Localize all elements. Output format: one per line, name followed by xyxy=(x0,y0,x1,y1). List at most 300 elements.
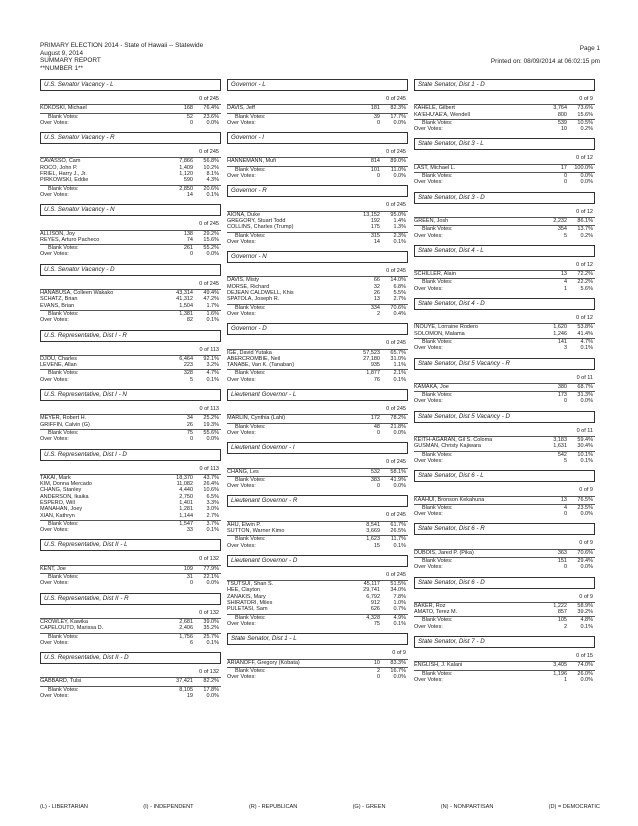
candidate-row-percent: 82.2% xyxy=(203,678,219,685)
candidate-row-label: SHIRATORI, Miles xyxy=(227,600,273,607)
candidate-row-label: EVANS, Brian xyxy=(40,302,75,309)
legend-independent: (I) - INDEPENDENT xyxy=(143,804,194,810)
over-votes-row-percent: 0.1% xyxy=(393,542,406,549)
over-votes-row-percent: 0.0% xyxy=(393,483,406,490)
over-votes-row xyxy=(40,377,221,383)
over-votes-row-label: Over Votes: xyxy=(40,119,69,126)
blank-votes-row-votes: 101 xyxy=(370,166,380,173)
candidate-row-label: DAVIS, Jeff xyxy=(227,105,255,112)
race-title: State Senator, Dist 4 - L xyxy=(414,245,595,257)
race-block xyxy=(40,389,221,442)
candidate-row-percent: 68.7% xyxy=(577,383,593,390)
candidate-row-votes: 32 xyxy=(373,283,380,290)
candidate-row-votes: 172 xyxy=(370,415,380,422)
candidate-row-votes: 2,406 xyxy=(179,625,193,632)
precincts-reporting: 0 of 9 xyxy=(392,650,406,657)
candidate-row-votes: 13 xyxy=(373,296,380,303)
over-votes-row xyxy=(414,398,595,404)
blank-votes-row-votes: 1,381 xyxy=(179,310,193,317)
over-votes-row-votes: 3 xyxy=(563,345,567,352)
over-votes-row-votes: 5 xyxy=(189,376,193,383)
candidate-list xyxy=(414,436,595,450)
blank-votes-row-label: Blank Votes: xyxy=(422,451,453,458)
results-column-2 xyxy=(227,79,408,686)
blank-votes-row-label: Blank Votes: xyxy=(422,557,453,564)
candidate-row-label: ALLISON, Joy xyxy=(40,230,75,237)
candidate-row-percent: 70.6% xyxy=(577,549,593,556)
over-votes-row xyxy=(227,543,408,549)
over-votes-row xyxy=(40,436,221,442)
blank-votes-row xyxy=(40,520,221,527)
over-votes-row-label: Over Votes: xyxy=(414,676,443,683)
candidate-list xyxy=(227,468,408,475)
candidate-row-votes: 57,523 xyxy=(363,349,380,356)
legend-nonpartisan: (N) - NONPARTISAN xyxy=(440,804,494,810)
blank-votes-row-label: Blank Votes: xyxy=(48,245,79,252)
precincts-reporting: 0 of 11 xyxy=(576,427,593,434)
report-header-right xyxy=(491,42,600,68)
over-votes-row-label: Over Votes: xyxy=(227,483,256,490)
over-votes-row-percent: 0.2% xyxy=(580,126,593,133)
over-votes-row-percent: 0.0% xyxy=(393,674,406,681)
candidate-row-label: MANAHAN, Joey xyxy=(40,506,83,513)
over-votes-row-label: Over Votes: xyxy=(40,191,69,198)
candidate-row-votes: 43,314 xyxy=(176,290,193,297)
candidate-row-label: COLLINS, Charles (Trump) xyxy=(227,224,294,231)
blank-votes-row-label: Blank Votes: xyxy=(422,279,453,286)
candidate-row-votes: 74 xyxy=(186,236,193,243)
precincts-reporting: 0 of 15 xyxy=(576,653,593,660)
over-votes-row-votes: 19 xyxy=(186,693,193,700)
candidate-row-label: MARLIN, Cynthia (Lahi) xyxy=(227,415,286,422)
candidate-row-label: ANDERSON, Ikaika xyxy=(40,493,89,500)
blank-votes-row-label: Blank Votes: xyxy=(48,574,79,581)
candidate-row-percent: 39.2% xyxy=(577,609,593,616)
candidate-row-percent: 30.4% xyxy=(577,443,593,450)
over-votes-row-percent: 0.1% xyxy=(393,238,406,245)
over-votes-row xyxy=(414,345,595,351)
candidate-row xyxy=(414,271,595,277)
candidate-row-votes: 1,620 xyxy=(553,324,567,331)
blank-votes-row-percent: 4.7% xyxy=(580,338,593,345)
blank-votes-row-percent: 25.7% xyxy=(203,633,219,640)
over-votes-row-percent: 0.1% xyxy=(206,527,219,534)
blank-votes-row-percent: 41.9% xyxy=(390,476,406,483)
race-title: State Senator, Dist 5 Vacancy - R xyxy=(414,358,595,370)
candidate-row-percent: 1.7% xyxy=(206,302,219,309)
candidate-row xyxy=(40,177,221,183)
candidate-row-percent: 25.2% xyxy=(203,415,219,422)
candidate-row-votes: 6,792 xyxy=(366,593,380,600)
blank-votes-row-percent: 0.0% xyxy=(580,173,593,180)
candidate-row-percent: 1.3% xyxy=(393,224,406,231)
over-votes-row xyxy=(40,527,221,533)
race-title: Lieutenant Governor - R xyxy=(227,495,408,507)
blank-votes-row-votes: 31 xyxy=(186,574,193,581)
over-votes-row xyxy=(414,286,595,292)
candidate-row-votes: 109 xyxy=(183,565,193,572)
over-votes-row-label: Over Votes: xyxy=(40,317,69,324)
candidate-row-votes: 13,152 xyxy=(363,211,380,218)
over-votes-row xyxy=(227,377,408,383)
over-votes-row-percent: 0.1% xyxy=(206,376,219,383)
legend-democratic: (D) = DEMOCRATIC xyxy=(548,804,600,810)
over-votes-row-percent: 0.0% xyxy=(580,398,593,405)
race-block xyxy=(414,138,595,185)
candidate-row-votes: 1,222 xyxy=(553,602,567,609)
report-type: SUMMARY REPORT xyxy=(40,57,101,65)
race-title: U.S. Representative, Dist I - N xyxy=(40,389,221,401)
candidate-row xyxy=(40,513,221,519)
candidate-row-label: GABBARD, Tulsi xyxy=(40,678,82,685)
over-votes-row-votes: 5 xyxy=(563,457,567,464)
candidate-row xyxy=(40,303,221,309)
candidate-row-votes: 857 xyxy=(557,609,567,616)
race-block xyxy=(414,298,595,351)
over-votes-row-label: Over Votes: xyxy=(414,126,443,133)
blank-votes-row-votes: 383 xyxy=(370,476,380,483)
candidate-row-votes: 8,541 xyxy=(366,521,380,528)
race-title: U.S. Senator Vacancy - N xyxy=(40,204,221,216)
candidate-row-label: CROWLEY, Kawika xyxy=(40,618,88,625)
over-votes-row xyxy=(227,483,408,489)
blank-votes-row-percent: 26.0% xyxy=(577,670,593,677)
candidate-row-votes: 11,082 xyxy=(176,481,193,488)
precincts-reporting: 0 of 113 xyxy=(199,406,219,413)
over-votes-row-label: Over Votes: xyxy=(227,674,256,681)
over-votes-row xyxy=(40,251,221,257)
candidate-row-percent: 39.0% xyxy=(203,618,219,625)
precincts-reporting: 0 of 245 xyxy=(386,512,406,519)
candidate-row xyxy=(40,237,221,243)
blank-votes-row-votes: 0 xyxy=(563,173,567,180)
over-votes-row-votes: 14 xyxy=(186,191,193,198)
over-votes-row-percent: 5.6% xyxy=(580,285,593,292)
candidate-list xyxy=(40,618,221,632)
candidate-row-votes: 3,405 xyxy=(553,662,567,669)
candidate-list xyxy=(414,323,595,337)
candidate-row-label: HEE, Clayton xyxy=(227,587,261,594)
candidate-row-votes: 17 xyxy=(560,164,567,171)
candidate-row-votes: 13 xyxy=(560,496,567,503)
candidate-row-votes: 192 xyxy=(370,217,380,224)
over-votes-row-votes: 14 xyxy=(373,238,380,245)
candidate-row-votes: 1,144 xyxy=(179,512,193,519)
blank-votes-row-percent: 11.7% xyxy=(390,536,406,543)
candidate-row xyxy=(414,218,595,224)
candidate-row-label: LAST, Michael L. xyxy=(414,164,456,171)
candidate-row-percent: 58.1% xyxy=(390,468,406,475)
candidate-row-label: GRIFFIN, Calvin (G) xyxy=(40,421,90,428)
precincts-reporting: 0 of 245 xyxy=(199,221,219,228)
candidate-row-label: CHANG, Les xyxy=(227,468,259,475)
blank-votes-row-percent: 3.7% xyxy=(206,520,219,527)
precincts-reporting: 0 of 132 xyxy=(199,669,219,676)
candidate-row-percent: 3.2% xyxy=(206,362,219,369)
candidate-row xyxy=(414,662,595,668)
blank-votes-row-votes: 328 xyxy=(183,370,193,377)
over-votes-row-votes: 0 xyxy=(376,429,380,436)
candidate-row xyxy=(414,165,595,171)
over-votes-row xyxy=(227,239,408,245)
candidate-row xyxy=(227,296,408,302)
blank-votes-row xyxy=(414,225,595,232)
over-votes-row-votes: 33 xyxy=(186,527,193,534)
blank-votes-row-label: Blank Votes: xyxy=(235,667,266,674)
precincts-reporting: 0 of 113 xyxy=(199,346,219,353)
over-votes-row xyxy=(414,179,595,185)
candidate-row-label: SOLOMON, Malama xyxy=(414,330,465,337)
candidate-row-label: AMATO, Terez M. xyxy=(414,609,458,616)
candidate-row-percent: 43.7% xyxy=(203,474,219,481)
over-votes-row xyxy=(414,126,595,132)
over-votes-row-label: Over Votes: xyxy=(414,564,443,571)
race-title: U.S. Representative, Dist I - D xyxy=(40,449,221,461)
blank-votes-row-votes: 52 xyxy=(186,113,193,120)
blank-votes-row-votes: 1,623 xyxy=(366,536,380,543)
candidate-row-percent: 76.5% xyxy=(577,496,593,503)
over-votes-row xyxy=(414,511,595,517)
candidate-row-label: SCHILLER, Alain xyxy=(414,271,456,278)
candidate-row-percent: 1.0% xyxy=(393,600,406,607)
blank-votes-row xyxy=(40,369,221,376)
race-title: State Senator, Dist 1 - L xyxy=(227,633,408,645)
race-block xyxy=(227,185,408,245)
race-block xyxy=(227,389,408,436)
candidate-row xyxy=(227,469,408,475)
candidate-row-votes: 6,464 xyxy=(179,355,193,362)
candidate-row xyxy=(227,606,408,612)
over-votes-row-votes: 76 xyxy=(373,376,380,383)
candidate-row-votes: 1,120 xyxy=(179,171,193,178)
over-votes-row-percent: 0.1% xyxy=(393,620,406,627)
precincts-reporting: 0 of 12 xyxy=(576,261,593,268)
blank-votes-row-percent: 23.6% xyxy=(203,113,219,120)
over-votes-row-label: Over Votes: xyxy=(414,179,443,186)
precincts-reporting: 0 of 12 xyxy=(576,315,593,322)
precincts-reporting: 0 of 113 xyxy=(199,465,219,472)
blank-votes-row xyxy=(40,185,221,192)
candidate-row-votes: 1,246 xyxy=(553,330,567,337)
candidate-row-label: BAKER, Roz xyxy=(414,602,446,609)
blank-votes-row xyxy=(40,686,221,693)
race-title: U.S. Senator Vacancy - R xyxy=(40,132,221,144)
over-votes-row-percent: 0.1% xyxy=(206,317,219,324)
race-title: State Senator, Dist 3 - D xyxy=(414,192,595,204)
candidate-row-percent: 53.8% xyxy=(577,324,593,331)
blank-votes-row-votes: 334 xyxy=(370,304,380,311)
over-votes-row-label: Over Votes: xyxy=(40,376,69,383)
blank-votes-row xyxy=(40,244,221,251)
over-votes-row-votes: 75 xyxy=(373,620,380,627)
candidate-row-label: ZANAKIS, Mary xyxy=(227,593,266,600)
race-title: U.S. Senator Vacancy - L xyxy=(40,79,221,91)
candidate-row-votes: 18,370 xyxy=(176,474,193,481)
race-block xyxy=(414,523,595,570)
race-block xyxy=(227,323,408,383)
blank-votes-row-percent: 17.8% xyxy=(203,686,219,693)
over-votes-row xyxy=(227,430,408,436)
candidate-row-votes: 37,421 xyxy=(176,678,193,685)
over-votes-row-votes: 1 xyxy=(563,676,567,683)
blank-votes-row xyxy=(40,113,221,120)
over-votes-row-votes: 0 xyxy=(189,580,193,587)
blank-votes-row-percent: 4.7% xyxy=(206,370,219,377)
candidate-row-votes: 66 xyxy=(373,277,380,284)
over-votes-row-percent: 0.0% xyxy=(580,511,593,518)
candidate-row-votes: 45,117 xyxy=(363,581,380,588)
candidate-row-label: AIONA, Duke xyxy=(227,211,261,218)
candidate-row-votes: 1,281 xyxy=(179,506,193,513)
party-legend xyxy=(40,804,600,810)
candidate-row-percent: 34.0% xyxy=(390,587,406,594)
candidate-row-votes: 175 xyxy=(370,224,380,231)
candidate-row-votes: 223 xyxy=(183,362,193,369)
blank-votes-row-label: Blank Votes: xyxy=(48,113,79,120)
candidate-row xyxy=(227,105,408,111)
candidate-row-votes: 626 xyxy=(370,606,380,613)
over-votes-row xyxy=(414,564,595,570)
precincts-reporting: 0 of 12 xyxy=(576,208,593,215)
over-votes-row-label: Over Votes: xyxy=(227,173,256,180)
candidate-row-label: DUBOIS, Jared P. (Pika) xyxy=(414,549,474,556)
over-votes-row-label: Over Votes: xyxy=(40,527,69,534)
candidate-list xyxy=(414,549,595,556)
blank-votes-row-percent: 16.7% xyxy=(390,667,406,674)
blank-votes-row-votes: 542 xyxy=(557,451,567,458)
blank-votes-row-votes: 48 xyxy=(373,423,380,430)
blank-votes-row-votes: 261 xyxy=(183,245,193,252)
precincts-reporting: 0 of 9 xyxy=(579,540,593,547)
blank-votes-row-label: Blank Votes: xyxy=(235,614,266,621)
over-votes-row-votes: 10 xyxy=(560,126,567,133)
precincts-reporting: 0 of 245 xyxy=(386,96,406,102)
blank-votes-row-votes: 1,547 xyxy=(179,520,193,527)
blank-votes-row xyxy=(227,166,408,173)
blank-votes-row-percent: 13.7% xyxy=(577,226,593,233)
race-title: Governor - I xyxy=(227,132,408,144)
over-votes-row-label: Over Votes: xyxy=(40,436,69,443)
candidate-row xyxy=(40,422,221,428)
race-title: Governor - N xyxy=(227,251,408,263)
over-votes-row xyxy=(227,674,408,680)
report-header xyxy=(40,42,203,72)
candidate-row-label: XIAN, Kathryn xyxy=(40,512,75,519)
candidate-row-label: DEJEAN CALDWELL, Khis xyxy=(227,290,294,297)
blank-votes-row-votes: 1,877 xyxy=(366,370,380,377)
precincts-reporting: 0 of 9 xyxy=(579,487,593,494)
candidate-list xyxy=(40,230,221,244)
blank-votes-row-label: Blank Votes: xyxy=(48,686,79,693)
candidate-row-percent: 5.5% xyxy=(393,290,406,297)
candidate-list xyxy=(227,211,408,231)
blank-votes-row-percent: 1.6% xyxy=(206,310,219,317)
precincts-reporting: 0 of 245 xyxy=(386,149,406,156)
candidate-row-votes: 1,504 xyxy=(179,302,193,309)
candidate-row xyxy=(414,609,595,615)
candidate-row-label: GREEN, Josh xyxy=(414,217,449,224)
election-title: PRIMARY ELECTION 2014 - State of Hawaii -- Statewide xyxy=(40,42,204,49)
candidate-row-percent: 92.1% xyxy=(203,355,219,362)
race-block xyxy=(40,330,221,383)
race-title: Governor - D xyxy=(227,323,408,335)
over-votes-row-votes: 0 xyxy=(189,436,193,443)
candidate-row-percent: 19.3% xyxy=(203,421,219,428)
candidate-row-label: CHANG, Stanley xyxy=(40,487,82,494)
candidate-list xyxy=(414,104,595,118)
blank-votes-row-votes: 151 xyxy=(557,557,567,564)
candidate-row-percent: 2.7% xyxy=(393,296,406,303)
candidate-list xyxy=(40,474,221,519)
candidate-row-percent: 1.4% xyxy=(393,217,406,224)
candidate-list xyxy=(227,276,408,302)
over-votes-row-percent: 0.0% xyxy=(393,173,406,180)
candidate-row xyxy=(227,660,408,666)
candidate-row-percent: 35.2% xyxy=(203,625,219,632)
candidate-row-label: HANNEMANN, Mufi xyxy=(227,158,276,165)
over-votes-row-label: Over Votes: xyxy=(227,429,256,436)
blank-votes-row-label: Blank Votes: xyxy=(235,304,266,311)
candidate-row-percent: 72.2% xyxy=(577,271,593,278)
race-block xyxy=(227,79,408,126)
blank-votes-row-percent: 22.1% xyxy=(203,574,219,581)
candidate-row xyxy=(227,528,408,534)
candidate-row xyxy=(40,678,221,684)
candidate-row-label: ABERCROMBIE, Neil xyxy=(227,355,281,362)
blank-votes-row-label: Blank Votes: xyxy=(48,185,79,192)
candidate-row-percent: 89.0% xyxy=(390,158,406,165)
candidate-row-percent: 61.7% xyxy=(390,521,406,528)
blank-votes-row xyxy=(414,504,595,511)
race-block xyxy=(227,555,408,627)
over-votes-row-label: Over Votes: xyxy=(227,376,256,383)
candidate-row-label: INOUYE, Lorraine Rodero xyxy=(414,324,478,331)
candidate-row-votes: 1,401 xyxy=(179,499,193,506)
over-votes-row-votes: 6 xyxy=(189,639,193,646)
candidate-row-votes: 181 xyxy=(370,105,380,112)
blank-votes-row xyxy=(414,119,595,126)
candidate-row-percent: 3.0% xyxy=(206,506,219,513)
blank-votes-row-votes: 105 xyxy=(557,617,567,624)
candidate-row xyxy=(227,158,408,164)
race-block xyxy=(227,251,408,317)
candidate-row-votes: 41,312 xyxy=(176,296,193,303)
blank-votes-row-percent: 22.2% xyxy=(577,279,593,286)
race-title: U.S. Representative, Dist I - R xyxy=(40,330,221,342)
candidate-row-votes: 7,866 xyxy=(179,158,193,165)
candidate-row-percent: 78.2% xyxy=(390,415,406,422)
candidate-row-votes: 3,764 xyxy=(553,105,567,112)
over-votes-row-percent: 0.0% xyxy=(206,580,219,587)
candidate-row-label: CAVASSO, Cam xyxy=(40,158,81,165)
candidate-row-votes: 13 xyxy=(560,271,567,278)
over-votes-row-votes: 0 xyxy=(376,119,380,126)
candidate-row xyxy=(414,384,595,390)
candidate-row-percent: 7.8% xyxy=(393,593,406,600)
blank-votes-row-label: Blank Votes: xyxy=(235,536,266,543)
legend-republican: (R) - REPUBLICAN xyxy=(248,804,298,810)
candidate-row xyxy=(40,566,221,572)
race-block xyxy=(40,204,221,257)
race-block xyxy=(414,79,595,132)
race-title: U.S. Representative, Dist II - R xyxy=(40,593,221,605)
over-votes-row-label: Over Votes: xyxy=(414,623,443,630)
race-title: State Senator, Dist 6 - L xyxy=(414,470,595,482)
candidate-row-percent: 100.0% xyxy=(574,164,593,171)
candidate-row xyxy=(414,550,595,556)
race-title: U.S. Senator Vacancy - D xyxy=(40,264,221,276)
candidate-list xyxy=(40,565,221,572)
